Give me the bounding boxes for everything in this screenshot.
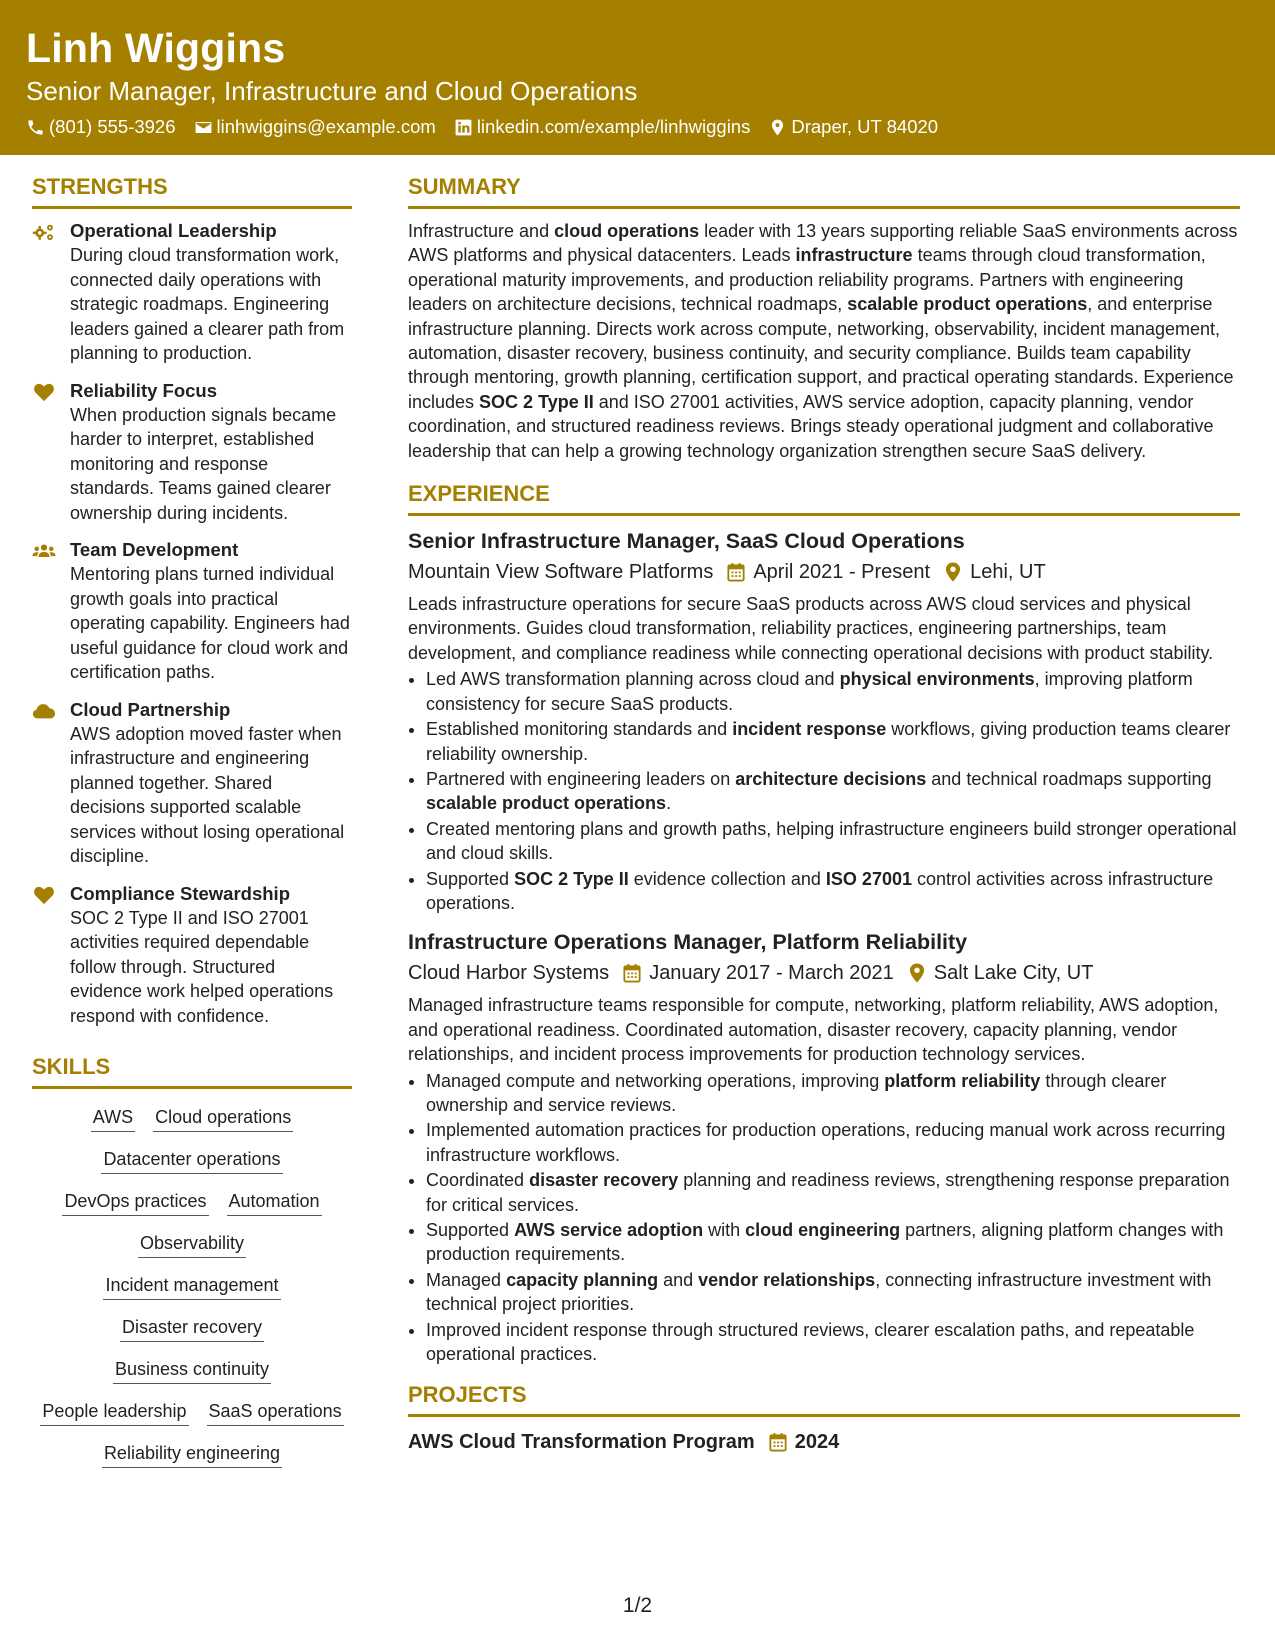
bullet-item [426, 1318, 1240, 1367]
skill-row [32, 1103, 352, 1132]
contact-location [768, 116, 938, 138]
skill-row [32, 1397, 352, 1426]
bullet-item [426, 1218, 1240, 1267]
job-location-text: Salt Lake City, UT [933, 962, 1094, 985]
projects-list [408, 1427, 1240, 1457]
skill-row [32, 1355, 352, 1384]
text-run: Led AWS transformation planning across cloud and [426, 669, 840, 690]
text-run: Supported [426, 868, 515, 889]
strength-body [70, 882, 352, 1029]
strength-item [32, 379, 352, 526]
strength-desc: AWS adoption moved faster when infrastructure and engineering planned together. Shared decisions supported scalable services without losing operational discipline. [70, 723, 345, 866]
bullet-item [426, 717, 1240, 766]
bullet-item [426, 1069, 1240, 1118]
job-location [944, 556, 1046, 588]
skill-row [32, 1229, 352, 1258]
text-run: through clearer ownership and service reviews. [426, 1070, 1167, 1115]
skills-section [32, 1050, 352, 1468]
job-dates [727, 556, 930, 588]
linkedin-text[interactable]: linkedin.com/example/linhwiggins [476, 116, 751, 137]
strength-body [70, 219, 352, 366]
skill-tag: Automation [227, 1187, 322, 1216]
bold-phrase: infrastructure [795, 245, 913, 266]
text-run: and technical roadmaps supporting [926, 768, 1212, 789]
phone-text: (801) 555-3926 [49, 116, 176, 137]
strength-title: Team Development [70, 539, 239, 560]
bold-phrase: scalable product operations [847, 294, 1088, 315]
contact-email[interactable] [194, 116, 436, 138]
job-dates-text: April 2021 - Present [753, 561, 931, 584]
bold-phrase: cloud operations [554, 221, 700, 241]
job-bullets [408, 1069, 1240, 1367]
text-run: leader with 13 years supporting reliable SaaS environments across AWS platforms and physical datacenters. Leads [408, 221, 1238, 266]
job-location-text: Lehi, UT [970, 561, 1046, 584]
job-meta [408, 556, 1240, 588]
calendar-icon [727, 562, 745, 582]
bold-phrase: capacity planning [506, 1269, 659, 1290]
map-pin-icon [768, 118, 787, 137]
map-pin-icon [908, 963, 926, 983]
summary-heading: SUMMARY [408, 170, 1240, 209]
experience-heading: EXPERIENCE [408, 477, 1240, 516]
bullet-item [426, 817, 1240, 866]
location-text: Draper, UT 84020 [791, 116, 939, 137]
users-icon [32, 538, 70, 685]
skill-tag: Disaster recovery [120, 1313, 264, 1342]
strength-item [32, 882, 352, 1029]
bold-phrase: disaster recovery [529, 1170, 679, 1191]
strength-title: Reliability Focus [70, 379, 218, 401]
calendar-icon [769, 1432, 787, 1452]
heart-icon [32, 379, 70, 526]
bold-phrase: physical environments [839, 669, 1035, 690]
text-run: Improved incident response through structured reviews, clearer escalation paths, and repeatable operational practices. [426, 1319, 1195, 1365]
bold-phrase: ISO 27001 [825, 868, 912, 889]
bullet-item [426, 667, 1240, 716]
job-meta [408, 957, 1240, 989]
skill-row [32, 1187, 352, 1216]
text-run: workflows, giving production teams clearer reliability ownership. [426, 719, 1231, 764]
strength-item [32, 538, 352, 685]
skill-row [32, 1271, 352, 1300]
text-run: partners, aligning platform changes with production requirements. [426, 1220, 1224, 1265]
text-run: Infrastructure and [408, 221, 555, 241]
strength-desc: SOC 2 Type II and ISO 27001 activities required dependable follow through. Structured evidence work helped operations respond with confidence. [70, 907, 334, 1026]
jobs-list [408, 526, 1240, 1366]
skill-tag: Incident management [103, 1271, 280, 1300]
bold-phrase: incident response [732, 719, 887, 740]
text-run: , and enterprise infrastructure planning. Directs work across compute, networking, observability, incident management, automation, disaster recovery, business continuity, and security compliance. Builds team capability through mentoring, growth planning, certification support, and practical operating standards. Experience includes [408, 294, 1234, 412]
job-entry [408, 526, 1240, 915]
contact-phone [26, 116, 176, 138]
strength-desc: Mentoring plans turned individual growth goals into practical operating capability. Engineers had useful guidance for cloud work and certification paths. [70, 564, 350, 682]
bullet-item [426, 1118, 1240, 1167]
skill-tag: Datacenter operations [101, 1145, 282, 1174]
bullet-item [426, 867, 1240, 916]
bold-phrase: scalable product operations [426, 793, 667, 814]
page-number: 1/2 [622, 1594, 653, 1617]
heart-icon [32, 882, 70, 1029]
phone-icon [26, 118, 45, 137]
map-pin-icon [944, 562, 962, 582]
skill-tag: Reliability engineering [102, 1439, 282, 1468]
job-company: Cloud Harbor Systems [408, 962, 610, 985]
calendar-icon [623, 963, 641, 983]
text-run: Managed [426, 1269, 507, 1290]
candidate-name: Linh Wiggins [26, 25, 286, 71]
skill-tag: Observability [138, 1229, 246, 1258]
right-column [408, 170, 1240, 1457]
left-column [32, 170, 352, 1481]
text-run: control activities across infrastructure operations. [426, 868, 1214, 913]
text-run: , improving platform consistency for secure SaaS products. [426, 669, 1193, 714]
bold-phrase: SOC 2 Type II [514, 868, 629, 889]
strength-body [70, 538, 352, 685]
bold-phrase: AWS service adoption [514, 1220, 704, 1240]
skill-row [32, 1145, 352, 1174]
linkedin-icon [454, 118, 473, 137]
strength-title: Compliance Stewardship [70, 882, 290, 904]
bold-phrase: vendor relationships [698, 1269, 876, 1290]
text-run: Created mentoring plans and growth paths, helping infrastructure engineers build stronger operational and cloud skills. [426, 818, 1237, 864]
email-text[interactable]: linhwiggins@example.com [216, 116, 436, 137]
envelope-icon [194, 118, 213, 137]
skills-list [32, 1103, 352, 1468]
candidate-role: Senior Manager, Infrastructure and Cloud Operations [26, 76, 638, 106]
job-description: Leads infrastructure operations for secure SaaS products across AWS cloud services and physical environments. Guides cloud transformation, reliability practices, engineering partnerships, team development, and compliance readiness while connecting operational decisions with product stability. [408, 594, 1214, 663]
text-run: planning and readiness reviews, strengthening response preparation for critical services. [426, 1170, 1230, 1215]
contact-bar [26, 116, 1275, 138]
bold-phrase: architecture decisions [735, 768, 927, 789]
bullet-item [426, 1168, 1240, 1217]
text-run: Implemented automation practices for production operations, reducing manual work across recurring infrastructure workflows. [426, 1120, 1226, 1165]
bold-phrase: platform reliability [884, 1070, 1041, 1091]
bullet-item [426, 767, 1240, 816]
text-run: Partnered with engineering leaders on [426, 768, 736, 789]
strengths-list [32, 219, 352, 1028]
text-run: . [666, 793, 672, 814]
text-run: and [658, 1269, 699, 1290]
skill-tag: People leadership [40, 1397, 188, 1426]
skill-tag: AWS [91, 1103, 135, 1132]
text-run: evidence collection and [628, 868, 826, 889]
skill-row [32, 1439, 352, 1468]
job-title: Infrastructure Operations Manager, Platform Reliability [408, 930, 968, 955]
skill-row [32, 1313, 352, 1342]
gears-icon [32, 219, 70, 366]
skill-tag: Cloud operations [153, 1103, 293, 1132]
strength-title: Cloud Partnership [70, 698, 231, 720]
project-year-text: 2024 [794, 1431, 840, 1454]
job-location [908, 957, 1094, 989]
contact-linkedin[interactable] [454, 116, 751, 138]
strength-title: Operational Leadership [70, 220, 277, 241]
strength-item [32, 219, 352, 366]
skills-heading: SKILLS [32, 1050, 352, 1089]
strength-desc: When production signals became harder to interpret, established monitoring and response standards. Teams gained clearer ownership during incidents. [70, 404, 337, 523]
cloud-icon [32, 698, 70, 869]
strength-item [32, 698, 352, 869]
job-description: Managed infrastructure teams responsible for compute, networking, platform reliability, AWS adoption, and operational readiness. Coordinated automation, disaster recovery, capacity planning, vendor relationships, and incident process improvements for production technology services. [408, 995, 1219, 1065]
strength-body [70, 379, 352, 526]
bold-phrase: cloud engineering [745, 1220, 901, 1240]
strength-body [70, 698, 352, 869]
summary-text [408, 219, 1240, 463]
text-run: Supported [426, 1220, 515, 1240]
job-title: Senior Infrastructure Manager, SaaS Cloud Operations [408, 529, 965, 554]
text-run: and ISO 27001 activities, AWS service adoption, capacity planning, vendor coordination, and structured readiness reviews. Brings steady operational judgment and collaborative leadership that can help a growing technology organization strengthen secure SaaS delivery. [408, 391, 1214, 461]
bold-phrase: SOC 2 Type II [479, 391, 594, 412]
text-run: with [703, 1220, 746, 1240]
text-run: Coordinated [426, 1170, 530, 1191]
projects-heading: PROJECTS [408, 1378, 1240, 1417]
text-run: Established monitoring standards and [426, 719, 733, 740]
text-run: teams through cloud transformation, operational maturity improvements, and production reliability programs. Partners with engineering leaders on architecture decisions, technical roadmaps, [408, 245, 1206, 315]
job-entry [408, 927, 1240, 1366]
project-year [769, 1427, 840, 1457]
job-dates-text: January 2017 - March 2021 [649, 962, 894, 985]
job-dates [623, 957, 894, 989]
skill-tag: Business continuity [113, 1355, 271, 1384]
project-title: AWS Cloud Transformation Program [408, 1431, 755, 1454]
text-run: Managed compute and networking operations, improving [426, 1070, 885, 1091]
skill-tag: SaaS operations [207, 1397, 344, 1426]
strengths-heading: STRENGTHS [32, 170, 352, 209]
resume-header [0, 0, 1275, 155]
project-item [408, 1427, 1240, 1457]
text-run: , connecting infrastructure investment with technical project priorities. [426, 1269, 1212, 1315]
strength-desc: During cloud transformation work, connected daily operations with strategic roadmaps. Engineering leaders gained a clearer path from planning to production. [70, 245, 345, 363]
job-company: Mountain View Software Platforms [408, 561, 714, 584]
skill-tag: DevOps practices [62, 1187, 208, 1216]
bullet-item [426, 1268, 1240, 1317]
job-bullets [408, 667, 1240, 915]
